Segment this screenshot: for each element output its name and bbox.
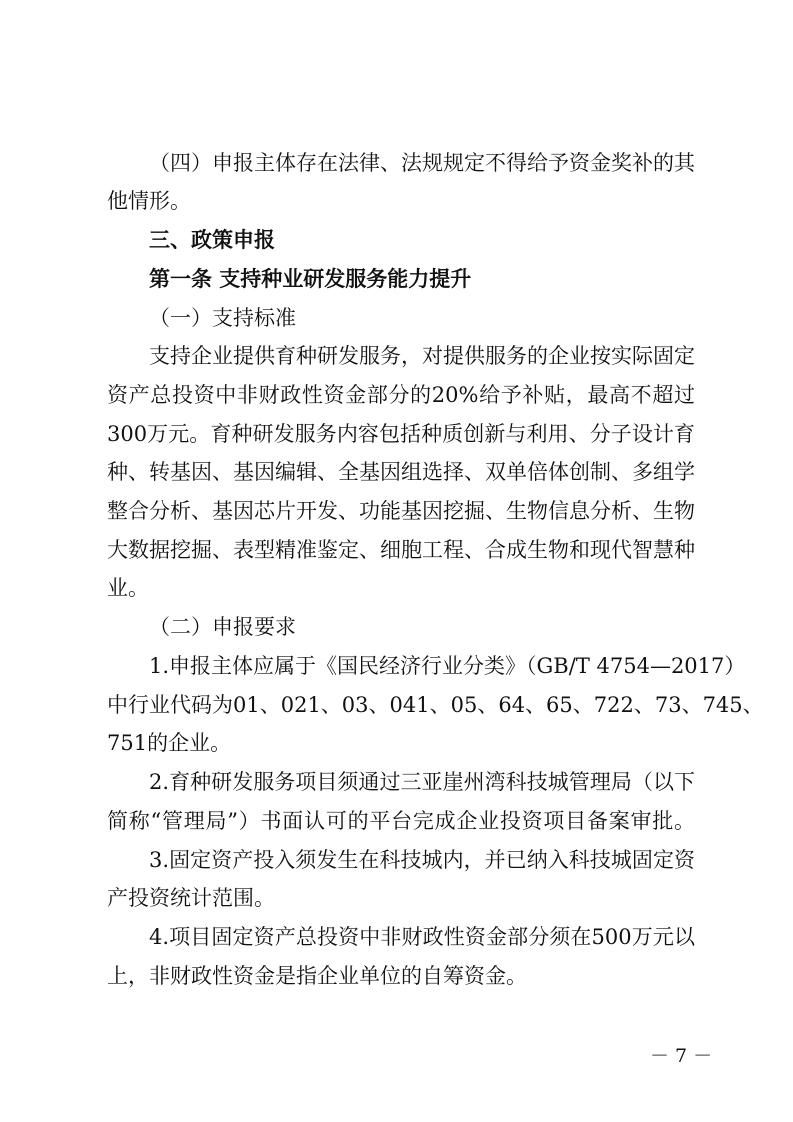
paragraph-line: 简称“管理局”）书面认可的平台完成企业投资项目备案审批。	[107, 809, 695, 833]
paragraph-line: 3.固定资产投入须发生在科技城内，并已纳入科技城固定资	[149, 848, 695, 872]
paragraph-line: 他情形。	[107, 189, 191, 213]
paragraph-line: （四）申报主体存在法律、法规规定不得给予资金奖补的其	[149, 151, 695, 175]
subsection-heading: （一）支持标准	[149, 306, 296, 330]
paragraph-line: 中行业代码为01、021、03、041、05、64、65、722、73、745、	[107, 693, 764, 717]
section-heading: 三、政策申报	[149, 228, 275, 252]
paragraph-line: 大数据挖掘、表型精准鉴定、细胞工程、合成生物和现代智慧种	[107, 538, 695, 562]
paragraph-line: 751的企业。	[107, 731, 232, 755]
article-heading: 第一条 支持种业研发服务能力提升	[149, 267, 472, 291]
page-number: － 7 －	[650, 1045, 713, 1067]
paragraph-line: 4.项目固定资产总投资中非财政性资金部分须在500万元以	[149, 925, 695, 949]
paragraph-line: 300万元。育种研发服务内容包括种质创新与利用、分子设计育	[107, 422, 695, 446]
paragraph-line: 上，非财政性资金是指企业单位的自筹资金。	[107, 964, 527, 988]
subsection-heading: （二）申报要求	[149, 615, 296, 639]
paragraph-line: 支持企业提供育种研发服务，对提供服务的企业按实际固定	[149, 344, 695, 368]
paragraph-line: 产投资统计范围。	[107, 886, 275, 910]
paragraph-line: 2.育种研发服务项目须通过三亚崖州湾科技城管理局（以下	[149, 770, 695, 794]
paragraph-line: 整合分析、基因芯片开发、功能基因挖掘、生物信息分析、生物	[107, 499, 695, 523]
paragraph-line: 业。	[107, 576, 149, 600]
paragraph-line: 资产总投资中非财政性资金部分的20%给予补贴，最高不超过	[107, 383, 695, 407]
paragraph-line: 1.申报主体应属于《国民经济行业分类》（GB/T 4754—2017）	[149, 654, 746, 678]
paragraph-line: 种、转基因、基因编辑、全基因组选择、双单倍体创制、多组学	[107, 460, 695, 484]
